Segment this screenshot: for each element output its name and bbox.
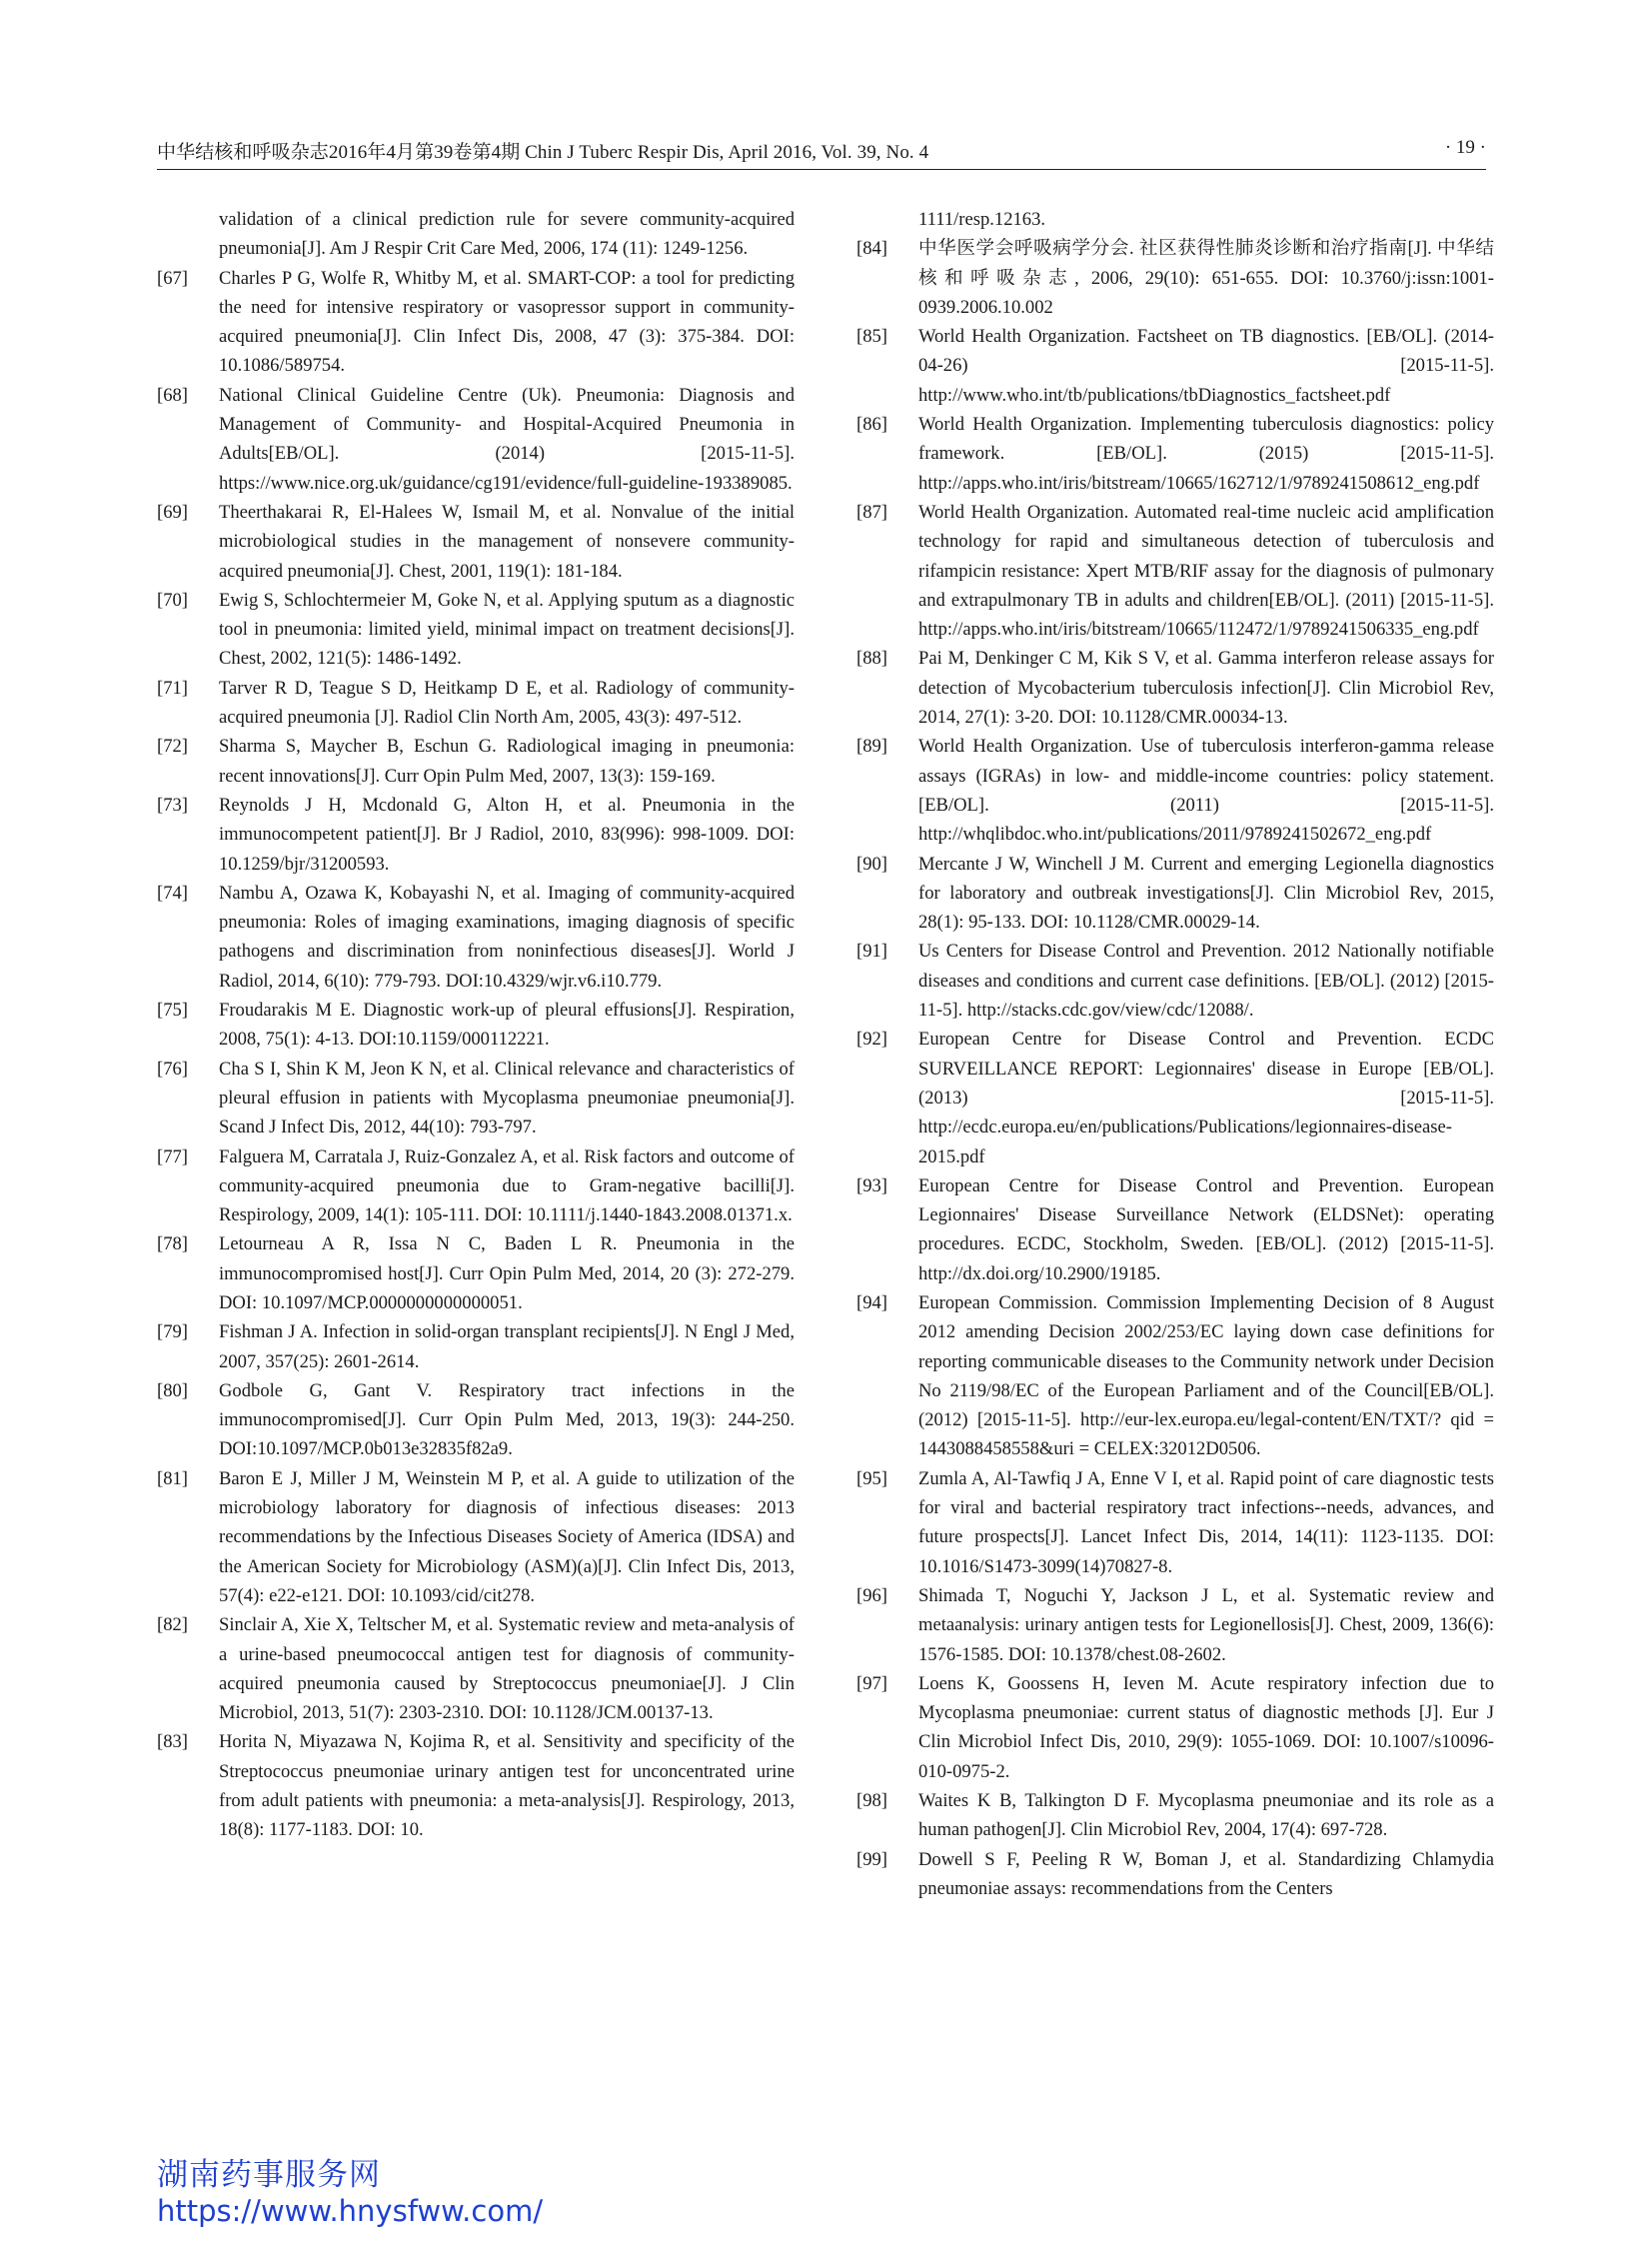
- reference-text: Cha S I, Shin K M, Jeon K N, et al. Clinical relevance and characteristics of pleural effusion in patients with Mycoplasma pneumoniae pneumonia[J]. Scand J Infect Dis, 2012, 44(10): 793-797.: [219, 1058, 795, 1138]
- reference-number: [92]: [856, 1029, 887, 1051]
- reference-number: [67]: [157, 267, 188, 289]
- reference-text: Us Centers for Disease Control and Prevention. 2012 Nationally notifiable diseases and conditions and current case definitions. [EB/OL]. (2012) [2015-11-5]. http://stacks.cdc.gov/view/cdc/12088/.: [918, 941, 1494, 1022]
- reference-entry: [155, 1142, 795, 1230]
- reference-column-left: [155, 205, 795, 1845]
- reference-number: [89]: [856, 736, 887, 758]
- reference-text: National Clinical Guideline Centre (Uk). Pneumonia: Diagnosis and Management of Community- and Hospital-Acquired Pneumonia in Adults[EB/OL]. (2014) [2015-11-5]. https://www.nice.org.uk/guidance/cg191/evidence/full-guideline-193389085.: [219, 384, 795, 494]
- reference-number: [87]: [856, 501, 887, 523]
- reference-number: [88]: [856, 648, 887, 670]
- reference-entry: [155, 1229, 795, 1317]
- reference-text: Dowell S F, Peeling R W, Boman J, et al. Standardizing Chlamydia pneumoniae assays: recommendations from the Centers: [918, 1848, 1494, 1899]
- reference-text: Mercante J W, Winchell J M. Current and emerging Legionella diagnostics for laboratory and outbreak investigations[J]. Clin Microbiol Rev, 2015, 28(1): 95-133. DOI: 10.1128/CMR.00029-14.: [918, 853, 1494, 934]
- reference-number: [85]: [856, 326, 887, 348]
- reference-text: European Commission. Commission Implementing Decision of 8 August 2012 amending Decision 2002/253/EC laying down case definitions for reporting communicable diseases to the Community network under Decision No 2119/98/EC of the European Parliament and of the Council[EB/OL]. (2012) [2015-11-5]. http://eur-lex.europa.eu/legal-content/EN/TXT/? qid = 1443088458558&uri = CELEX:32012D0506.: [918, 1291, 1494, 1460]
- reference-number: [73]: [157, 794, 188, 816]
- reference-number: [74]: [157, 882, 188, 904]
- reference-entry: [155, 264, 795, 381]
- reference-number: [86]: [856, 414, 887, 436]
- reference-text: Theerthakarai R, El-Halees W, Ismail M, et al. Nonvalue of the initial microbiological studies in the management of nonsevere community-acquired pneumonia[J]. Chest, 2001, 119(1): 181-184.: [219, 501, 795, 582]
- reference-entry: [854, 1581, 1494, 1669]
- reference-number: [90]: [856, 853, 887, 875]
- reference-number: [79]: [157, 1321, 188, 1343]
- reference-number: [70]: [157, 589, 188, 611]
- reference-entry: [854, 498, 1494, 644]
- watermark-site-name: 湖南药事服务网: [157, 2157, 381, 2193]
- reference-number: [93]: [856, 1174, 887, 1196]
- reference-text: European Centre for Disease Control and Prevention. European Legionnaires' Disease Surveillance Network (ELDSNet): operating procedures. ECDC, Stockholm, Sweden. [EB/OL]. (2012) [2015-11-5]. http://dx.doi.org/10.2900/19185.: [918, 1174, 1494, 1284]
- reference-text: World Health Organization. Factsheet on TB diagnostics. [EB/OL]. (2014-04-26) [2015-11-5]. http://www.who.int/tb/publications/tbDiagnostics_factsheet.pdf: [918, 326, 1494, 406]
- reference-text: Reynolds J H, Mcdonald G, Alton H, et al. Pneumonia in the immunocompetent patient[J]. Br J Radiol, 2010, 83(996): 998-1009. DOI: 10.1259/bjr/31200593.: [219, 794, 795, 875]
- reference-text: Tarver R D, Teague S D, Heitkamp D E, et al. Radiology of community-acquired pneumonia [J]. Radiol Clin North Am, 2005, 43(3): 497-512.: [219, 677, 795, 729]
- reference-entry: [854, 644, 1494, 732]
- reference-entry: [854, 205, 1494, 234]
- reference-column-right: [854, 205, 1494, 1903]
- reference-text: Pai M, Denkinger C M, Kik S V, et al. Gamma interferon release assays for detection of Mycobacterium tuberculosis infection[J]. Clin Microbiol Rev, 2014, 27(1): 3-20. DOI: 10.1128/CMR.00034-13.: [918, 648, 1494, 729]
- reference-number: [77]: [157, 1145, 188, 1167]
- reference-entry: [155, 205, 795, 264]
- reference-text: World Health Organization. Use of tuberculosis interferon-gamma release assays (IGRAs) in low- and middle-income countries: policy statement. [EB/OL]. (2011) [2015-11-5]. http://whqlibdoc.who.int/publications/2011/9789241502672_eng.pdf: [918, 736, 1494, 846]
- reference-entry: [854, 1288, 1494, 1464]
- reference-number: [78]: [157, 1233, 188, 1255]
- reference-text: Horita N, Miyazawa N, Kojima R, et al. Sensitivity and specificity of the Streptococcus pneumoniae urinary antigen test for unconcentrated urine from adult patients with pneumonia: a meta-analysis[J]. Respirology, 2013, 18(8): 1177-1183. DOI: 10.: [219, 1731, 795, 1841]
- reference-text: Baron E J, Miller J M, Weinstein M P, et al. A guide to utilization of the microbiology laboratory for diagnosis of infectious diseases: 2013 recommendations by the Infectious Diseases Society of America (IDSA) and the American Society for Microbiology (ASM)(a)[J]. Clin Infect Dis, 2013, 57(4): e22-e121. DOI: 10.1093/cid/cit278.: [219, 1467, 795, 1606]
- reference-number: [76]: [157, 1058, 188, 1080]
- reference-text: validation of a clinical prediction rule for severe community-acquired pneumonia[J]. Am J Respir Crit Care Med, 2006, 174 (11): 1249-1256.: [219, 209, 795, 260]
- reference-number: [68]: [157, 384, 188, 406]
- reference-text: Ewig S, Schlochtermeier M, Goke N, et al. Applying sputum as a diagnostic tool in pneumonia: limited yield, minimal impact on treatment decisions[J]. Chest, 2002, 121(5): 1486-1492.: [219, 589, 795, 670]
- reference-number: [96]: [856, 1584, 887, 1606]
- reference-text: Sinclair A, Xie X, Teltscher M, et al. Systematic review and meta-analysis of a urine-based pneumococcal antigen test for diagnosis of community-acquired pneumonia caused by Streptococcus pneumoniae[J]. J Clin Microbiol, 2013, 51(7): 2303-2310. DOI: 10.1128/JCM.00137-13.: [219, 1614, 795, 1724]
- reference-entry: [854, 234, 1494, 322]
- reference-number: [99]: [856, 1848, 887, 1870]
- reference-number: [84]: [856, 238, 887, 260]
- reference-text: Sharma S, Maycher B, Eschun G. Radiological imaging in pneumonia: recent innovations[J]. Curr Opin Pulm Med, 2007, 13(3): 159-169.: [219, 736, 795, 787]
- site-watermark: [157, 2157, 543, 2229]
- reference-entry: [854, 1025, 1494, 1170]
- reference-entry: [854, 1171, 1494, 1288]
- reference-text: European Centre for Disease Control and Prevention. ECDC SURVEILLANCE REPORT: Legionnaires' disease in Europe [EB/OL]. (2013) [2015-11-5]. http://ecdc.europa.eu/en/publications/Publications/legionnaires-disease-2015.pdf: [918, 1029, 1494, 1167]
- watermark-url[interactable]: https://www.hnysfww.com/: [157, 2194, 544, 2228]
- reference-entry: [155, 732, 795, 791]
- reference-text: Waites K B, Talkington D F. Mycoplasma pneumoniae and its role as a human pathogen[J]. Clin Microbiol Rev, 2004, 17(4): 697-728.: [918, 1790, 1494, 1841]
- reference-text: Shimada T, Noguchi Y, Jackson J L, et al. Systematic review and metaanalysis: urinary antigen tests for Legionellosis[J]. Chest, 2009, 136(6): 1576-1585. DOI: 10.1378/chest.08-2602.: [918, 1584, 1494, 1665]
- page-number: · 19 ·: [1444, 137, 1486, 158]
- reference-entry: [854, 1669, 1494, 1786]
- reference-entry: [854, 1845, 1494, 1904]
- reference-entry: [155, 996, 795, 1055]
- reference-entry: [155, 1727, 795, 1844]
- running-header: [157, 133, 1486, 170]
- reference-entry: [155, 879, 795, 996]
- reference-text: Fishman J A. Infection in solid-organ transplant recipients[J]. N Engl J Med, 2007, 357(25): 2601-2614.: [219, 1321, 795, 1372]
- reference-number: [75]: [157, 1000, 188, 1022]
- reference-text: Nambu A, Ozawa K, Kobayashi N, et al. Imaging of community-acquired pneumonia: Roles of imaging examinations, imaging diagnosis of specific pathogens and discrimination from noninfectious diseases[J]. World J Radiol, 2014, 6(10): 779-793. DOI:10.4329/wjr.v6.i10.779.: [219, 882, 795, 992]
- reference-entry: [155, 586, 795, 674]
- reference-number: [83]: [157, 1731, 188, 1753]
- reference-entry: [854, 322, 1494, 410]
- reference-entry: [854, 732, 1494, 849]
- reference-number: [80]: [157, 1379, 188, 1401]
- reference-number: [72]: [157, 736, 188, 758]
- reference-number: [69]: [157, 501, 188, 523]
- reference-entry: [155, 498, 795, 586]
- reference-entry: [854, 937, 1494, 1025]
- reference-entry: [155, 1610, 795, 1727]
- reference-text: 1111/resp.12163.: [918, 209, 1046, 230]
- reference-number: [97]: [856, 1672, 887, 1694]
- reference-number: [94]: [856, 1291, 887, 1313]
- reference-text: 中华医学会呼吸病学分会. 社区获得性肺炎诊断和治疗指南[J]. 中华结核和呼吸杂志, 2006, 29(10): 651-655. DOI: 10.3760/j:issn:1001-0939.2006.10.002: [918, 238, 1494, 318]
- reference-entry: [854, 1464, 1494, 1581]
- reference-text: Froudarakis M E. Diagnostic work-up of pleural effusions[J]. Respiration, 2008, 75(1): 4-13. DOI:10.1159/000112221.: [219, 1000, 795, 1051]
- reference-entry: [155, 1464, 795, 1610]
- reference-text: World Health Organization. Automated real-time nucleic acid amplification technology for rapid and simultaneous detection of tuberculosis and rifampicin resistance: Xpert MTB/RIF assay for the diagnosis of pulmonary and extrapulmonary TB in adults and children[EB/OL]. (2011) [2015-11-5]. http://apps.who.int/iris/bitstream/10665/112472/1/9789241506335_eng.pdf: [918, 501, 1494, 641]
- reference-text: Zumla A, Al-Tawfiq J A, Enne V I, et al. Rapid point of care diagnostic tests for viral and bacterial respiratory tract infections--needs, advances, and future prospects[J]. Lancet Infect Dis, 2014, 14(11): 1123-1135. DOI: 10.1016/S1473-3099(14)70827-8.: [918, 1467, 1494, 1577]
- reference-number: [91]: [856, 941, 887, 963]
- reference-entry: [155, 791, 795, 879]
- reference-entry: [854, 850, 1494, 938]
- reference-number: [95]: [856, 1467, 887, 1489]
- reference-entry: [155, 674, 795, 733]
- reference-number: [71]: [157, 677, 188, 699]
- reference-number: [98]: [856, 1790, 887, 1812]
- reference-text: Loens K, Goossens H, Ieven M. Acute respiratory infection due to Mycoplasma pneumoniae: current status of diagnostic methods [J]. Eur J Clin Microbiol Infect Dis, 2010, 29(9): 1055-1069. DOI: 10.1007/s10096-010-0975-2.: [918, 1672, 1494, 1782]
- reference-number: [81]: [157, 1467, 188, 1489]
- reference-entry: [155, 1055, 795, 1142]
- reference-entry: [854, 1786, 1494, 1845]
- reference-entry: [155, 1317, 795, 1376]
- reference-text: Falguera M, Carratala J, Ruiz-Gonzalez A, et al. Risk factors and outcome of community-acquired pneumonia due to Gram-negative bacilli[J]. Respirology, 2009, 14(1): 105-111. DOI: 10.1111/j.1440-1843.2008.01371.x.: [219, 1145, 795, 1226]
- reference-text: Charles P G, Wolfe R, Whitby M, et al. SMART-COP: a tool for predicting the need for intensive respiratory or vasopressor support in community-acquired pneumonia[J]. Clin Infect Dis, 2008, 47 (3): 375-384. DOI: 10.1086/589754.: [219, 267, 795, 377]
- reference-text: Letourneau A R, Issa N C, Baden L R. Pneumonia in the immunocompromised host[J]. Curr Opin Pulm Med, 2014, 20 (3): 272-279. DOI: 10.1097/MCP.0000000000000051.: [219, 1233, 795, 1313]
- reference-entry: [155, 1376, 795, 1464]
- reference-number: [82]: [157, 1614, 188, 1636]
- journal-citation-line: 中华结核和呼吸杂志2016年4月第39卷第4期 Chin J Tuberc Respir Dis, April 2016, Vol. 39, No. 4: [157, 142, 929, 163]
- reference-entry: [854, 410, 1494, 498]
- reference-text: Godbole G, Gant V. Respiratory tract infections in the immunocompromised[J]. Curr Opin Pulm Med, 2013, 19(3): 244-250. DOI:10.1097/MCP.0b013e32835f82a9.: [219, 1379, 795, 1460]
- reference-text: World Health Organization. Implementing tuberculosis diagnostics: policy framework. [EB/OL]. (2015) [2015-11-5]. http://apps.who.int/iris/bitstream/10665/162712/1/9789241508612_eng.pdf: [918, 414, 1494, 494]
- reference-entry: [155, 381, 795, 498]
